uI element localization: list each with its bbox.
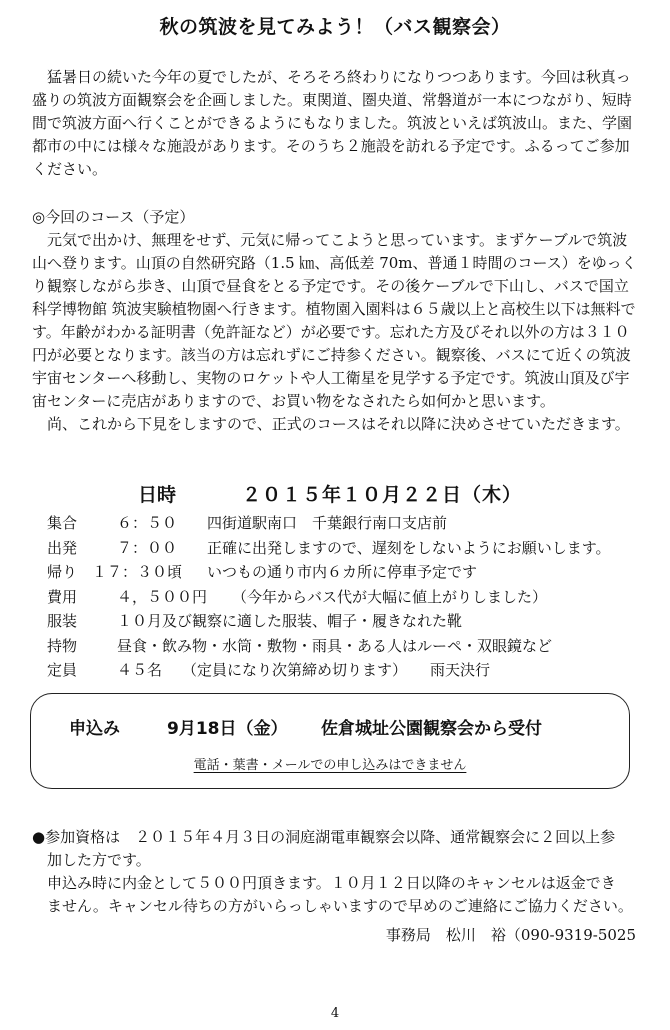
schedule-time: ７：００: [117, 538, 178, 557]
schedule-text: いつもの通り市内６カ所に停車予定です: [207, 563, 478, 581]
application-text: 佐倉城址公園観察会から受付: [321, 719, 542, 739]
course-line: 科学博物館 筑波実験植物園へ行きます。植物園入園料は６５歳以上と高校生以下は無料で: [32, 300, 636, 318]
eligibility-line: 加した方です。: [47, 851, 151, 869]
intro-line: ください。: [32, 160, 108, 178]
contact-info: 事務局 松川 裕（090-9319-5025: [385, 926, 636, 944]
schedule-label: 集合: [47, 514, 78, 532]
application-label: 申込み: [69, 719, 120, 739]
schedule-extra: 雨天決行: [430, 661, 491, 679]
intro-line: 猛暑日の続いた今年の夏でしたが、そろそろ終わりになりつつあります。今回は秋真っ: [47, 68, 631, 86]
course-line: 宙センターに売店がありますので、お買い物をなされたら如何かと思います。: [32, 392, 555, 410]
schedule-label: 出発: [47, 538, 78, 557]
intro-line: 盛りの筑波方面観察会を企画しました。東関道、圏央道、常磐道が一本につながり、短時: [32, 91, 632, 109]
course-line: り観察しながら歩き、山頂で昼食をとる予定です。その後ケーブルで下山し、バスで国立: [32, 277, 629, 295]
eligibility-line: ●参加資格は ２０１５年４月３日の洞庭湖電車観察会以降、通常観察会に２回以上参: [32, 828, 616, 846]
application-note: [31, 754, 629, 773]
course-line: 円が必要となります。該当の方は忘れずにご持参ください。観察後、バスにて近くの筑波: [32, 346, 631, 364]
schedule-time: １７：３０頃: [92, 563, 183, 581]
schedule-time: ４，５００円: [117, 587, 208, 606]
course-line: 元気で出かけ、無理をせず、元気に帰ってこようと思っています。まずケーブルで筑波: [47, 231, 628, 249]
schedule-time: ６：５０: [117, 514, 178, 532]
schedule-text: （今年からバス代が大幅に値上がりしました）: [232, 587, 548, 606]
page-title: 秋の筑波を見てみよう！（バス観察会）: [159, 16, 511, 38]
schedule-text: １０月及び観察に適した服装、帽子・履きなれた靴: [117, 612, 463, 630]
intro-line: 都市の中には様々な施設があります。そのうち２施設を訪れる予定です。ふるってご参加: [32, 137, 630, 155]
schedule-label: 費用: [47, 587, 78, 606]
datetime-value: ２０１５年１０月２２日（木）: [242, 484, 523, 506]
schedule-text: 四街道駅南口 千葉銀行南口支店前: [207, 514, 448, 532]
course-note: 尚、これから下見をしますので、正式のコースはそれ以降に決めさせていただきます。: [47, 415, 630, 433]
eligibility-section: [32, 826, 647, 918]
schedule-text: （定員になり次第締め切ります）: [182, 661, 408, 679]
course-line: す。年齢がわかる証明書（免許証など）が必要です。忘れた方及びそれ以外の方は３１０: [32, 323, 630, 341]
intro-paragraph: [32, 66, 647, 181]
page-number: 4: [330, 1006, 340, 1021]
datetime-label: 日時: [138, 484, 177, 506]
schedule-label: 帰り: [47, 563, 78, 581]
schedule-time: ４５名: [117, 661, 163, 679]
schedule-label: 定員: [47, 661, 78, 679]
schedule-label: 服装: [47, 612, 78, 630]
application-date: 9月18日（金）: [167, 719, 288, 739]
application-box: [30, 693, 630, 789]
course-line: 宇宙センターへ移動し、実物のロケットや人工衛星を見学する予定です。筑波山頂及び宇: [32, 369, 630, 387]
intro-line: 間で筑波方面へ行くことができるようにもなりました。筑波といえば筑波山。また、学園: [32, 114, 633, 132]
course-section: [32, 206, 647, 436]
eligibility-line: 申込み時に内金として５００円頂きます。１０月１２日以降のキャンセルは返金でき: [47, 874, 616, 892]
course-line: 山へ登ります。山頂の自然研究路（1.5 ㎞、高低差 70m、普通１時間のコース）をゆっく: [32, 254, 637, 272]
schedule-text: 昼食・飲み物・水筒・敷物・雨具・ある人はルーペ・双眼鏡など: [117, 636, 553, 655]
course-heading: ◎今回のコース（予定）: [32, 208, 195, 226]
application-note-text: 電話・葉書・メールでの申し込みはできません: [193, 758, 467, 773]
schedule-label: 持物: [47, 636, 78, 655]
schedule-text: 正確に出発しますので、遅刻をしないようにお願いします。: [207, 538, 611, 557]
eligibility-line: ません。キャンセル待ちの方がいらっしゃいますので早めのご連絡にご協力ください。: [47, 897, 633, 915]
